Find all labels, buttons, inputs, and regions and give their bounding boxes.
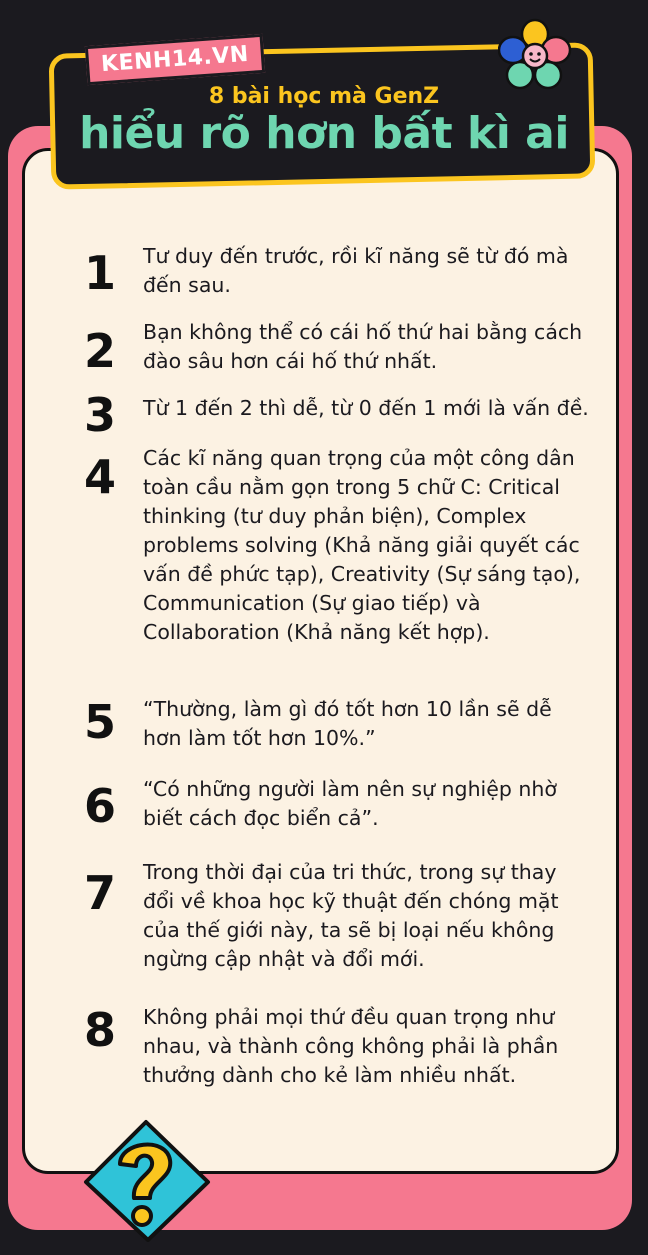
lesson-number: 6 [83, 779, 116, 833]
lesson-text: Các kĩ năng quan trọng của một công dân toàn cầu nằm gọn trong 5 chữ C: Critical thinking (tư duy phản biện), Complex problems solving (Khả năng giải quyết các vấn đề phức tạp), Creativity (Sự sáng tạo), Communication (Sự giao tiếp) và Collaboration (Khả năng kết hợp). [143, 446, 581, 644]
lesson-text: Bạn không thể có cái hố thứ hai bằng cách đào sâu hơn cái hố thứ nhất. [143, 320, 583, 373]
lesson-text: Tư duy đến trước, rồi kĩ năng sẽ từ đó mà đến sau. [143, 244, 569, 297]
lesson-text: Không phải mọi thứ đều quan trọng như nhau, và thành công không phải là phần thưởng dành cho kẻ làm nhiều nhất. [143, 1005, 559, 1087]
lesson-number: 7 [83, 866, 116, 920]
lesson-text: “Thường, làm gì đó tốt hơn 10 lần sẽ dễ hơn làm tốt hơn 10%.” [143, 697, 552, 750]
lesson-number: 1 [83, 246, 116, 300]
flower-icon [498, 18, 572, 92]
lesson-text: “Có những người làm nên sự nghiệp nhờ biết cách đọc biển cả”. [143, 777, 557, 830]
page-title: hiểu rõ hơn bất kì ai [79, 108, 569, 159]
question-mark-icon [68, 1112, 218, 1242]
subtitle: 8 bài học mà GenZ [208, 84, 440, 109]
lesson-number: 2 [83, 324, 116, 378]
lesson-text: Trong thời đại của tri thức, trong sự thay đổi về khoa học kỹ thuật đến chóng mặt của thế giới này, ta sẽ bị loại nếu không ngừng cập nhật và đổi mới. [143, 860, 559, 971]
lesson-text: Từ 1 đến 2 thì dễ, từ 0 đến 1 mới là vấn đề. [143, 396, 589, 420]
brand-logo: KENH14.VN [85, 34, 265, 85]
lesson-number: 8 [83, 1003, 116, 1057]
lesson-number: 5 [83, 695, 116, 749]
lesson-number: 4 [83, 450, 116, 504]
lesson-number: 3 [83, 388, 116, 442]
